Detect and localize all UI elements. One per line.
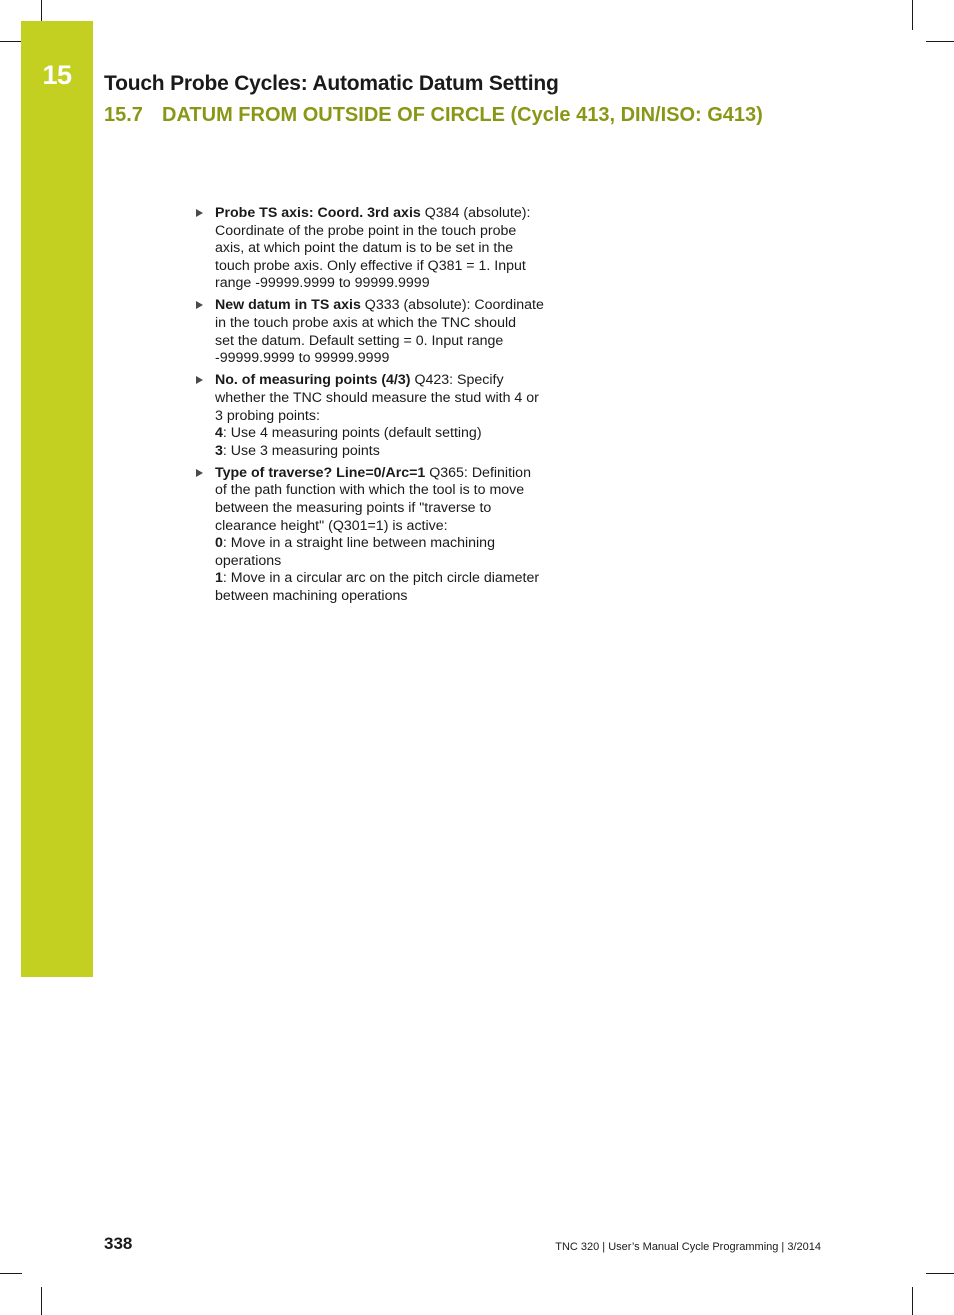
section-number: 15.7 (104, 104, 143, 126)
parameter-text: of the path function with which the tool is to move (215, 482, 525, 499)
section-heading (104, 104, 763, 127)
parameter-text: clearance height" (Q301=1) is active: (215, 517, 448, 534)
section-title: DATUM FROM OUTSIDE OF CIRCLE (Cycle 413, DIN/ISO: G413) (162, 104, 763, 126)
option-text: between machining operations (215, 587, 408, 604)
footer-text: TNC 320 | User’s Manual Cycle Programming | 3/2014 (555, 1241, 821, 1253)
arrow-bullet-icon (196, 469, 203, 477)
arrow-bullet-icon (196, 376, 203, 384)
option-text: operations (215, 552, 282, 569)
option-key: 0 (215, 535, 223, 552)
crop-mark (41, 0, 42, 22)
list-item (194, 205, 564, 293)
parameter-name: Probe TS axis: Coord. 3rd axis (215, 205, 421, 221)
option-text: : Move in a straight line between machining (222, 535, 495, 552)
crop-mark (0, 41, 22, 42)
parameter-text: 3 probing points: (215, 407, 320, 424)
crop-mark (912, 1287, 913, 1315)
parameter-text: touch probe axis. Only effective if Q381 = 1. Input (215, 257, 526, 274)
parameter-text: Q384 (absolute): (420, 205, 531, 221)
parameter-text: Q423: Specify (410, 372, 504, 389)
parameter-text: in the touch probe axis at which the TNC should (215, 315, 516, 332)
parameter-text: Q365: Definition (425, 464, 531, 481)
parameter-list (194, 205, 564, 610)
parameter-text: between the measuring points if "traverse to (215, 500, 492, 516)
chapter-sidebar (21, 21, 93, 977)
arrow-bullet-icon (196, 209, 203, 217)
chapter-title: Touch Probe Cycles: Automatic Datum Setting (104, 72, 559, 95)
list-item (194, 297, 564, 367)
parameter-text: -99999.9999 to 99999.9999 (215, 350, 390, 367)
chapter-number: 15 (42, 60, 72, 90)
arrow-bullet-icon (196, 301, 203, 309)
parameter-text: Q333 (absolute): Coordinate (360, 297, 544, 314)
option-text: : Use 4 measuring points (default setting) (222, 425, 482, 442)
crop-mark (912, 0, 913, 30)
parameter-text: whether the TNC should measure the stud with 4 or (215, 389, 539, 406)
option-key: 1 (215, 570, 223, 587)
parameter-text: set the datum. Default setting = 0. Input range (215, 332, 504, 349)
parameter-text: Coordinate of the probe point in the touch probe (215, 222, 517, 239)
parameter-name: New datum in TS axis (215, 297, 361, 314)
option-text: : Use 3 measuring points (222, 442, 380, 459)
option-key: 4 (215, 425, 223, 442)
crop-mark (0, 1273, 22, 1274)
parameter-text: axis, at which point the datum is to be set in the (215, 240, 514, 257)
list-item (194, 372, 564, 460)
option-text: : Move in a circular arc on the pitch circle diameter (222, 570, 540, 587)
parameter-text: range -99999.9999 to 99999.9999 (215, 275, 430, 292)
parameter-name: No. of measuring points (4/3) (215, 372, 411, 389)
parameter-name: Type of traverse? Line=0/Arc=1 (215, 464, 426, 481)
list-item (194, 465, 564, 606)
crop-mark (926, 1273, 954, 1274)
crop-mark (926, 41, 954, 42)
option-key: 3 (215, 442, 223, 459)
crop-mark (41, 1287, 42, 1315)
page-number: 338 (104, 1234, 133, 1253)
